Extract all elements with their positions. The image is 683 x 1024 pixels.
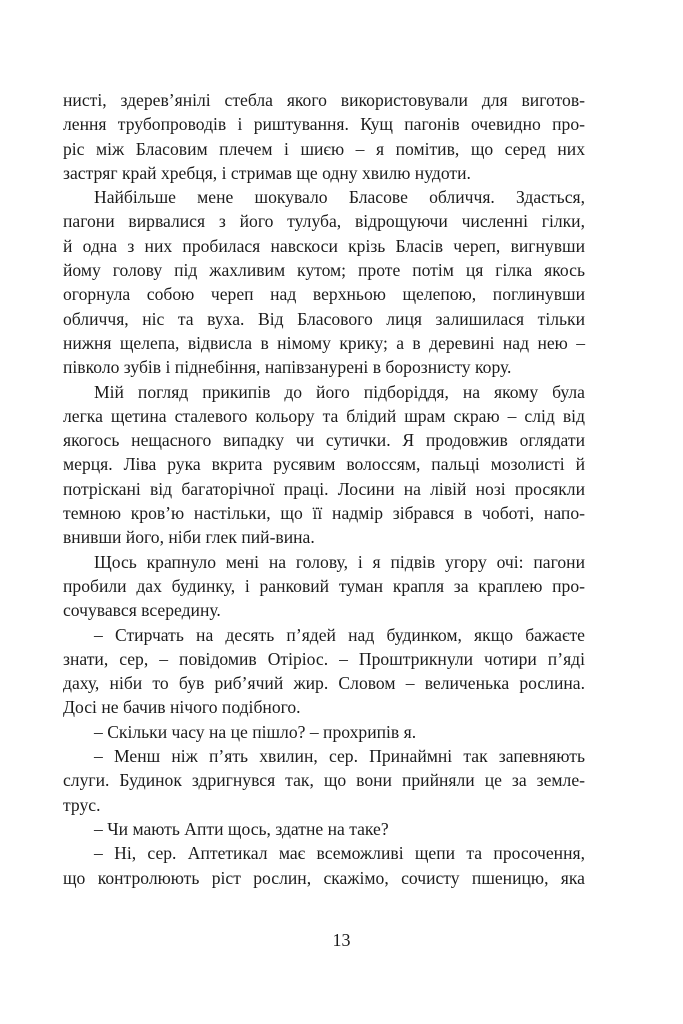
text-line: – Чи мають Апти щось, здатне на таке? xyxy=(94,818,389,839)
body-text xyxy=(63,88,585,890)
text-line: пробили дах будинку, і ранковий туман крапля за краплею про- xyxy=(63,575,585,596)
text-line: темною кров’ю настільки, що її надмір зібрався в чоботі, напо- xyxy=(63,503,585,524)
text-line: сочувався всередину. xyxy=(63,600,221,621)
page-number: 13 xyxy=(332,930,351,950)
text-line: мерця. Ліва рука вкрита русявим волоссям, пальці мозолисті й xyxy=(63,454,585,475)
text-line: Щось крапнуло мені на голову, і я підвів угору очі: пагони xyxy=(94,551,585,572)
text-line: нисті, здерев’янілі стебла якого використовували для виготов- xyxy=(63,90,585,110)
text-line: й одна з них пробилася навскоси крізь Бласів череп, вигнувши xyxy=(63,235,585,256)
text-line: – Ні, сер. Аптетикал має всеможливі щепи та просочення, xyxy=(94,843,585,864)
text-line: трус. xyxy=(63,794,101,815)
text-line: даху, ніби то був риб’ячий жир. Словом – величенька рослина. xyxy=(63,673,585,694)
text-line: Найбільше мене шокувало Бласове обличчя. Здасться, xyxy=(94,187,585,208)
text-line: легка щетина сталевого кольору та блідий шрам скраю – слід від xyxy=(63,405,585,426)
text-line: якогось нещасного випадку чи сутички. Я продовжив оглядати xyxy=(63,430,585,451)
text-line: Досі не бачив нічого подібного. xyxy=(63,697,301,718)
text-line: нижня щелепа, відвисла в німому крику; а в деревині над нею – xyxy=(63,332,585,353)
text-line: огорнула собою череп над верхньою щелепою, поглинувши xyxy=(63,284,585,305)
text-line: ріс між Бласовим плечем і шиєю – я помітив, що серед них xyxy=(63,138,585,159)
text-line: пагони вирвалися з його тулуба, відрощуючи численні гілки, xyxy=(63,211,585,232)
text-line: лення трубопроводів і риштування. Кущ пагонів очевидно про- xyxy=(63,114,585,135)
text-line: – Менш ніж п’ять хвилин, сер. Принаймні так запевняють xyxy=(94,746,585,767)
text-line: – Стирчать на десять п’ядей над будинком, якщо бажаєте xyxy=(94,624,585,645)
text-line: потріскані від багаторічної праці. Лосини на лівій нозі просякли xyxy=(63,478,585,499)
text-line: застряг край хребця, і стримав ще одну хвилю нудоти. xyxy=(63,162,471,183)
text-line: обличчя, ніс та вуха. Від Бласового лиця залишилася тільки xyxy=(63,308,585,329)
text-line: що контролюють ріст рослин, скажімо, сочисту пшеницю, яка xyxy=(63,867,585,888)
text-line: слуги. Будинок здригнувся так, що вони прийняли це за земле- xyxy=(63,770,585,791)
text-line: йому голову під жахливим кутом; проте потім ця гілка якось xyxy=(63,260,585,281)
text-line: Мій погляд прикипів до його підборіддя, на якому була xyxy=(94,381,585,402)
text-line: півколо зубів і піднебіння, напівзанурені в борознисту кору. xyxy=(63,357,512,378)
text-line: внивши його, ніби глек пий-вина. xyxy=(63,527,315,548)
text-line: – Скільки часу на це пішло? – прохрипів я. xyxy=(94,721,417,742)
text-line: знати, сер, – повідомив Отіріос. – Проштрикнули чотири п’яді xyxy=(63,648,585,669)
